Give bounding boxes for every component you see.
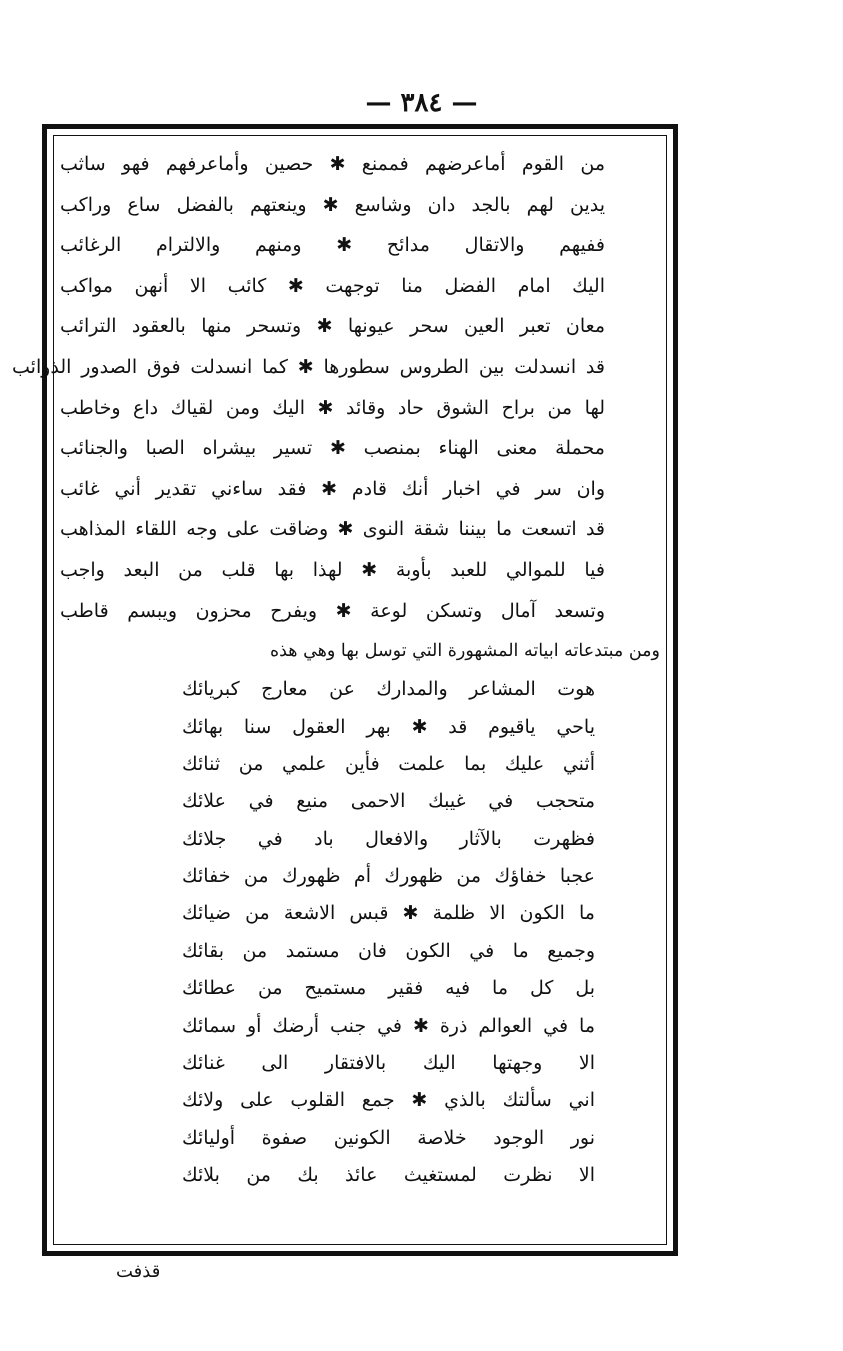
verse-line: ففيهم والاتقال مدائح ✱ ومنهم والالترام الرغائب [60, 234, 605, 257]
verse-line: يدين لهم بالجد دان وشاسع ✱ وينعتهم بالفضل ساع وراكب [60, 193, 605, 216]
poem-line: عجبا خفاؤك من ظهورك أم ظهورك من خفائك [182, 865, 595, 888]
verse-line: لها من براح الشوق حاد وقائد ✱ اليك ومن لقياك داع وخاطب [60, 396, 605, 419]
poem-line: الا وجهتها اليك بالافتقار الى غنائك [182, 1052, 595, 1075]
page-number: — ٣٨٤ — [365, 88, 478, 118]
poem-line: بل كل ما فيه فقير مستميح من عطائك [182, 977, 595, 1000]
verse-line: اليك امام الفضل منا توجهت ✱ كائب الا أنهن مواكب [60, 274, 605, 297]
text-block [12, 144, 660, 1195]
poem-line: اني سألتك بالذي ✱ جمع القلوب على ولائك [182, 1089, 595, 1112]
verse-line: من القوم أماعرضهم فممنع ✱ حصين وأماعرفهم فهو ساثب [60, 153, 605, 175]
verse-line: فيا للموالي للعبد بأوبة ✱ لهذا بها قلب من البعد واجب [60, 558, 605, 581]
poem-line: الا نظرت لمستغيث عائذ بك من بلائك [182, 1164, 595, 1187]
poem-line: أثني عليك بما علمت فأين علمي من ثنائك [182, 752, 595, 775]
poem-line: هوت المشاعر والمدارك عن معارج كبريائك [182, 678, 595, 701]
catchword: قذفت [116, 1261, 161, 1282]
verse-line: قد انسدلت بين الطروس سطورها ✱ كما انسدلت فوق الصدور الذوائب [12, 355, 605, 378]
verse-line: وتسعد آمال وتسكن لوعة ✱ ويفرح محزون ويبسم قاطب [60, 599, 605, 622]
poem-line: فظهرت بالآثار والافعال باد في جلائك [182, 827, 595, 850]
poem-line: ما الكون الا ظلمة ✱ قبس الاشعة من ضيائك [182, 902, 595, 925]
verse-line: قد اتسعت ما بيننا شقة النوى ✱ وضاقت على وجه اللقاء المذاهب [60, 518, 605, 541]
prose-line: ومن مبتدعاته ابياته المشهورة التي توسل بها وهي هذه [269, 641, 660, 662]
poem-line: متحجب في غيبك الاحمى منيع في علائك [182, 790, 595, 813]
poem-line: نور الوجود خلاصة الكونين صفوة أوليائك [182, 1126, 595, 1149]
poem-line: ياحي ياقيوم قد ✱ بهر العقول سنا بهائك [182, 715, 595, 738]
poem-line: وجميع ما في الكون فان مستمد من بقائك [182, 939, 595, 962]
verse-line: وان سر في اخبار أنك قادم ✱ فقد ساءني تقدير أني غائب [60, 477, 605, 500]
verse-line: معان تعبر العين سحر عيونها ✱ وتسحر منها بالعقود الترائب [60, 315, 605, 338]
poem-line: ما في العوالم ذرة ✱ في جنب أرضك أو سمائك [182, 1014, 595, 1037]
verse-line: محملة معنى الهناء بمنصب ✱ تسير بيشراه الصبا والجنائب [60, 437, 605, 460]
